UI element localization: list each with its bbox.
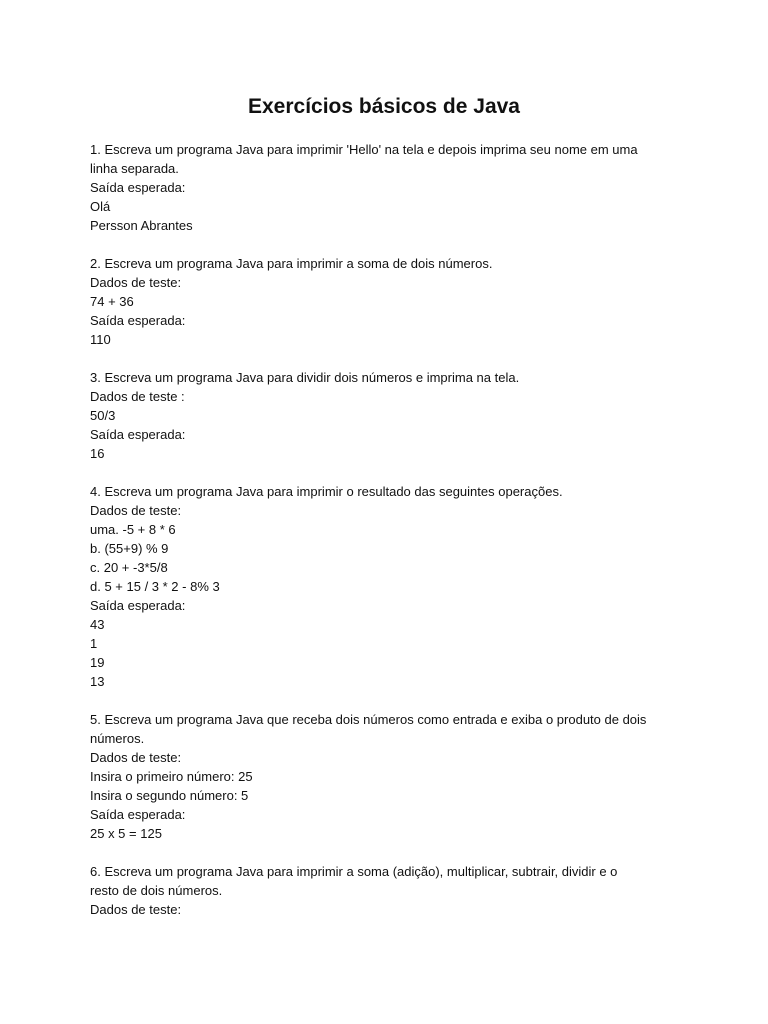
exercise-line: 1. Escreva um programa Java para imprimir 'Hello' na tela e depois imprima seu nome em uma	[90, 142, 638, 157]
exercise-list	[90, 140, 690, 938]
exercise-line: 6. Escreva um programa Java para imprimir a soma (adição), multiplicar, subtrair, dividir e o	[90, 864, 618, 879]
exercise-line: 5. Escreva um programa Java que receba dois números como entrada e exiba o produto de dois	[90, 712, 647, 727]
exercise-line: uma. -5 + 8 * 6	[90, 522, 176, 537]
exercise-line: Saída esperada:	[90, 807, 186, 822]
exercise-line: 16	[90, 446, 105, 461]
exercise-line: Persson Abrantes	[90, 218, 193, 233]
exercise-line: Dados de teste:	[90, 750, 182, 765]
exercise-line: 4. Escreva um programa Java para imprimir o resultado das seguintes operações.	[90, 484, 563, 499]
exercise-line: resto de dois números.	[90, 883, 223, 898]
exercise-line: Dados de teste:	[90, 503, 182, 518]
exercise-1	[90, 140, 690, 235]
exercise-line: Olá	[90, 199, 111, 214]
exercise-line: 25 x 5 = 125	[90, 826, 162, 841]
exercise-line: 13	[90, 674, 105, 689]
exercise-line: Dados de teste :	[90, 389, 185, 404]
exercise-line: 110	[90, 332, 111, 347]
document-title: Exercícios básicos de Java	[247, 95, 520, 118]
exercise-line: Insira o segundo número: 5	[90, 788, 249, 803]
exercise-line: 3. Escreva um programa Java para dividir dois números e imprima na tela.	[90, 370, 520, 385]
exercise-line: 19	[90, 655, 105, 670]
exercise-4	[90, 482, 690, 691]
exercise-line: 2. Escreva um programa Java para imprimir a soma de dois números.	[90, 256, 493, 271]
exercise-line: 74 + 36	[90, 294, 134, 309]
exercise-6	[90, 862, 690, 919]
exercise-line: linha separada.	[90, 161, 179, 176]
exercise-line: Saída esperada:	[90, 313, 186, 328]
exercise-3	[90, 368, 690, 463]
exercise-line: Saída esperada:	[90, 598, 186, 613]
exercise-line: Dados de teste:	[90, 275, 182, 290]
exercise-line: 1	[90, 636, 98, 651]
exercise-line: b. (55+9) % 9	[90, 541, 169, 556]
exercise-5	[90, 710, 690, 843]
exercise-line: 50/3	[90, 408, 116, 423]
exercise-line: Saída esperada:	[90, 427, 186, 442]
exercise-2	[90, 254, 690, 349]
exercise-line: Insira o primeiro número: 25	[90, 769, 253, 784]
exercise-line: Saída esperada:	[90, 180, 186, 195]
exercise-line: números.	[90, 731, 145, 746]
exercise-line: d. 5 + 15 / 3 * 2 - 8% 3	[90, 579, 220, 594]
exercise-line: Dados de teste:	[90, 902, 182, 917]
exercise-line: c. 20 + -3*5/8	[90, 560, 168, 575]
exercise-line: 43	[90, 617, 105, 632]
